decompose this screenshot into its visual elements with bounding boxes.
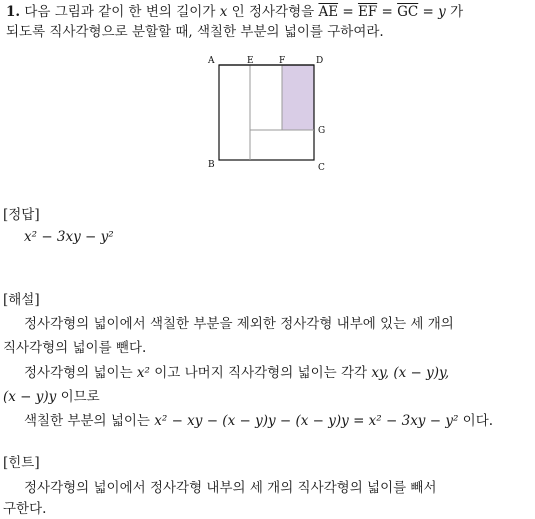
explanation-heading: [해설] [3, 292, 40, 308]
p2-math-2: xy, (x − y)y, [371, 365, 450, 381]
explanation-p2-line2 [3, 388, 100, 406]
problem-number: 1. [6, 4, 21, 20]
equals-1: = [342, 4, 354, 20]
segment-gc: $\overline{GC}$ [397, 4, 419, 20]
square-diagram [205, 55, 335, 175]
p2-math-3: (x − y)y [3, 389, 57, 405]
problem-line-1 [6, 3, 463, 21]
label-e: E [247, 56, 254, 66]
var-y: y [438, 4, 446, 20]
segment-ae: $\overline{AE}$ [318, 4, 339, 20]
problem-text-b: 인 정사각형을 [231, 4, 315, 20]
square-figure [205, 55, 335, 175]
problem-text-a: 다음 그림과 같이 한 변의 길이가 [24, 4, 216, 20]
problem-text-c: 가 [450, 4, 464, 20]
explanation-p1-line2: 직사각형의 넓이를 뺀다. [3, 340, 147, 356]
label-d: D [316, 56, 324, 66]
problem-line-2: 되도록 직사각형으로 분할할 때, 색칠한 부분의 넓이를 구하여라. [6, 24, 384, 40]
answer-expression: x² − 3xy − y² [24, 229, 114, 245]
explanation-p3 [24, 412, 493, 430]
p2-text-b: 이고 나머지 직사각형의 넓이는 각각 [154, 365, 368, 381]
equals-2: = [381, 4, 393, 20]
p3-text-b: 이다. [462, 413, 494, 429]
label-a: A [208, 56, 215, 66]
explanation-p2-line1 [24, 364, 449, 382]
p2-text-a: 정사각형의 넓이는 [24, 365, 133, 381]
label-f: F [279, 56, 286, 66]
answer-heading: [정답] [3, 207, 40, 223]
equals-3: = [422, 4, 434, 20]
hint-line2: 구한다. [3, 501, 47, 517]
p2-text-c: 이므로 [60, 389, 100, 405]
label-b: B [208, 160, 215, 170]
p3-text-a: 색칠한 부분의 넓이는 [24, 413, 150, 429]
label-g: G [318, 126, 326, 136]
segment-ef: $\overline{EF}$ [357, 4, 378, 20]
label-c: C [318, 163, 325, 173]
explanation-p1-line1: 정사각형의 넓이에서 색칠한 부분을 제외한 정사각형 내부에 있는 세 개의 [24, 316, 454, 332]
shaded-region [282, 65, 314, 130]
p2-math-1: x² [136, 365, 150, 381]
hint-line1: 정사각형의 넓이에서 정사각형 내부의 세 개의 직사각형의 넓이를 빼서 [24, 480, 437, 496]
var-x: x [219, 4, 228, 20]
p3-math: x² − xy − (x − y)y − (x − y)y = x² − 3xy − y² [154, 413, 459, 429]
hint-heading: [힌트] [3, 455, 40, 471]
